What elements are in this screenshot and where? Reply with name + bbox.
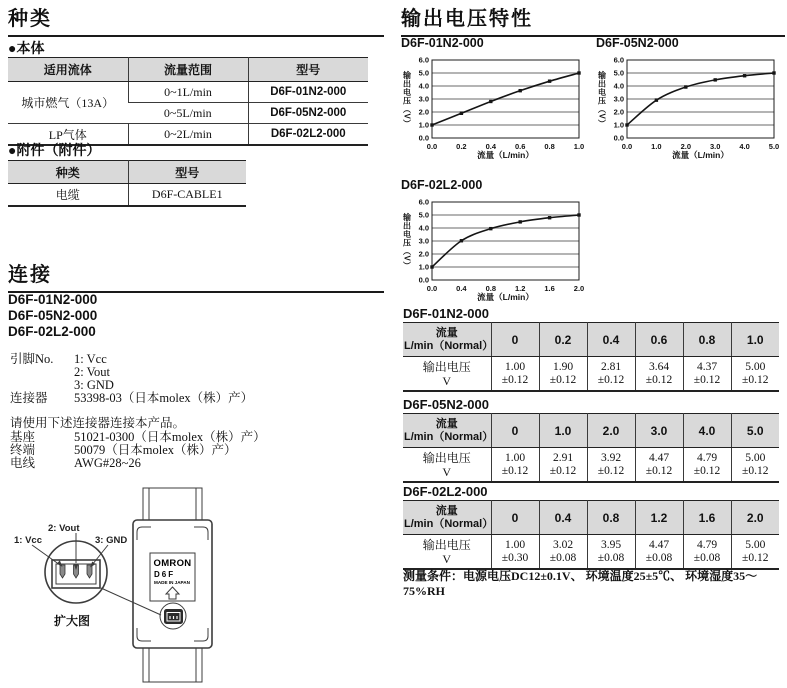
voltage-tolerance: ±0.12: [597, 373, 625, 386]
header-model: 型号: [248, 58, 368, 82]
chart-d6f-05n2: [596, 36, 787, 160]
y-axis-label: 输出电压（V）: [402, 212, 412, 270]
cell-range: 0~5L/min: [128, 103, 248, 124]
flow-value: 0.4: [539, 501, 587, 535]
enlarged-view-label: 扩大图: [54, 614, 91, 628]
chart-svg: [401, 196, 596, 302]
x-tick-label: 0.8: [485, 284, 497, 293]
header-model: 型号: [128, 161, 246, 184]
chart-d6f-02l2: [401, 178, 596, 302]
cell-range: 0~1L/min: [128, 82, 248, 103]
y-tick-label: 0.0: [418, 133, 429, 143]
voltage-value: 1.00: [504, 360, 526, 373]
voltage-label-top: 输出电压: [422, 450, 471, 465]
chart-title: D6F-02L2-000: [401, 178, 483, 192]
voltage-value: 5.00: [745, 538, 766, 551]
flow-header-row: [403, 501, 779, 535]
x-tick-label: 1.0: [651, 142, 662, 151]
x-tick-label: 3.0: [709, 142, 721, 151]
value-table-block-05n2: [403, 397, 783, 483]
data-point: [548, 216, 551, 219]
spec-label: 基座: [10, 430, 36, 444]
cell-fluid: 城市燃气（13A）: [8, 82, 128, 124]
voltage-tolerance: ±0.30: [501, 551, 529, 564]
table-title: D6F-02L2-000: [403, 484, 488, 499]
voltage-value: 4.79: [696, 538, 718, 551]
flow-header-row: [403, 323, 779, 357]
voltage-tolerance: ±0.12: [742, 464, 769, 477]
data-point: [519, 89, 522, 92]
voltage-tolerance: ±0.12: [742, 373, 769, 386]
voltage-cell: [491, 535, 539, 570]
spec-label: 引脚No.: [10, 352, 54, 366]
voltage-cell: [683, 357, 731, 392]
data-point: [430, 123, 433, 126]
spec-row: [10, 457, 380, 470]
connector-note: 请使用下述连接器连接本产品。: [10, 416, 186, 430]
spec-label: 终端: [10, 443, 36, 457]
cell-kind: 电缆: [8, 184, 128, 207]
cell-fluid: LP气体: [8, 124, 128, 146]
flow-value: 5.0: [731, 414, 779, 448]
corner-mark: [194, 527, 208, 540]
voltage-row: [403, 357, 779, 392]
flow-value: 1.0: [539, 414, 587, 448]
voltage-value: 4.79: [696, 451, 718, 464]
y-tick-label: 4.0: [418, 223, 429, 233]
socket-pin: [60, 565, 65, 578]
chart-title: D6F-05N2-000: [596, 36, 679, 50]
flow-label-bottom: L/min（Normal）: [404, 430, 494, 443]
voltage-tolerance: ±0.12: [693, 373, 721, 386]
voltage-cell: [587, 448, 635, 483]
flow-value: 0: [491, 323, 539, 357]
body-table-header-row: [8, 58, 368, 82]
spec-value: 50079（日本molex（株）产）: [74, 443, 237, 457]
section-title-connect: 连接: [8, 258, 384, 293]
connection-specs: [10, 353, 380, 470]
data-point: [625, 123, 628, 126]
voltage-row-label: [403, 357, 491, 392]
x-tick-label: 4.0: [739, 142, 750, 151]
x-tick-label: 0.8: [544, 142, 555, 151]
flow-value: 4.0: [683, 414, 731, 448]
table-title: D6F-05N2-000: [403, 397, 489, 412]
voltage-value: 1.90: [552, 360, 574, 373]
spec-label: 连接器: [10, 391, 48, 405]
cell-model: D6F-01N2-000: [248, 82, 368, 103]
value-table-block-01n2: [403, 306, 783, 392]
x-tick-label: 1.0: [573, 142, 585, 151]
y-axis-label: 输出电压（V）: [402, 70, 412, 128]
voltage-value: 4.47: [648, 538, 670, 551]
flow-direction-arrow-icon: [166, 587, 179, 599]
y-axis-label: 输出电压（V）: [597, 70, 607, 128]
x-tick-label: 1.2: [514, 284, 526, 293]
flow-label-top: 流量: [435, 504, 458, 517]
made-in-japan-label: MADE IN JAPAN: [154, 580, 190, 585]
spec-row: [10, 444, 380, 457]
voltage-cell: [731, 535, 779, 570]
y-tick-label: 4.0: [613, 81, 624, 91]
data-point: [655, 98, 658, 101]
x-axis-label: 流量（L/min）: [672, 150, 729, 160]
voltage-cell: [539, 357, 587, 392]
flow-header-label: [403, 323, 494, 357]
value-table: [403, 322, 779, 392]
flow-label-bottom: L/min（Normal）: [404, 339, 494, 352]
body-subheading: ●本体: [8, 40, 45, 56]
flow-label-bottom: L/min（Normal）: [404, 517, 494, 530]
model-name: D6F-02L2-000: [8, 324, 96, 339]
voltage-tolerance: ±0.12: [645, 373, 673, 386]
value-table: [403, 413, 779, 483]
spec-value: 2: Vout: [74, 365, 111, 379]
voltage-value: 3.95: [600, 538, 622, 551]
flow-value: 2.0: [731, 501, 779, 535]
chart-plot: [401, 54, 596, 160]
flow-value: 0: [491, 414, 539, 448]
accessory-table: [8, 160, 246, 207]
voltage-cell: [683, 448, 731, 483]
section-title-types: 种类: [8, 2, 384, 37]
x-axis-label: 流量（L/min）: [477, 150, 534, 160]
data-point: [684, 85, 687, 88]
voltage-value: 2.91: [552, 451, 574, 464]
voltage-tolerance: ±0.08: [693, 551, 721, 564]
flow-value: 0.2: [539, 323, 587, 357]
voltage-value: 4.47: [648, 451, 670, 464]
voltage-cell: [491, 357, 539, 392]
y-tick-label: 5.0: [418, 210, 429, 220]
data-point: [743, 74, 746, 77]
pin3-label: 3: GND: [95, 535, 128, 546]
y-tick-label: 3.0: [418, 236, 429, 246]
data-point: [489, 100, 492, 103]
voltage-tolerance: ±0.12: [501, 373, 529, 386]
y-tick-label: 5.0: [418, 68, 429, 78]
spec-value: AWG#28~26: [74, 456, 141, 470]
section-connect: [8, 258, 384, 293]
voltage-value: 1.00: [504, 451, 526, 464]
flow-value: 0.4: [587, 323, 635, 357]
voltage-cell: [539, 448, 587, 483]
accessory-subheading: ●附件（附件）: [8, 142, 101, 158]
voltage-row: [403, 448, 779, 483]
y-tick-label: 6.0: [418, 55, 429, 65]
spec-row: [10, 366, 380, 379]
voltage-label-bottom: V: [442, 373, 452, 388]
data-point: [714, 78, 717, 81]
voltage-tolerance: ±0.12: [693, 464, 721, 477]
data-point: [460, 239, 463, 242]
x-tick-label: 0.6: [514, 142, 526, 151]
voltage-row-label: [403, 448, 491, 483]
y-tick-label: 1.0: [613, 120, 624, 130]
voltage-value: 5.00: [745, 451, 766, 464]
flow-value: 1.6: [683, 501, 731, 535]
voltage-label-top: 输出电压: [422, 537, 471, 552]
value-table: [403, 500, 779, 570]
flow-label-top: 流量: [435, 326, 458, 339]
model-name: D6F-01N2-000: [8, 292, 98, 307]
voltage-cell: [731, 357, 779, 392]
flow-value: 0: [491, 501, 539, 535]
voltage-tolerance: ±0.12: [742, 551, 769, 564]
y-tick-label: 0.0: [418, 275, 429, 285]
data-point: [489, 227, 492, 230]
flow-header-label: [403, 501, 494, 535]
value-table-block-02l2: [403, 484, 783, 570]
x-tick-label: 5.0: [768, 142, 780, 151]
chart-plot: [401, 196, 596, 302]
data-point: [519, 220, 522, 223]
chart-svg: [401, 54, 596, 160]
voltage-row: [403, 535, 779, 570]
voltage-cell: [539, 535, 587, 570]
flow-value: 2.0: [587, 414, 635, 448]
chart-d6f-01n2: [401, 36, 596, 160]
voltage-value: 4.37: [696, 360, 718, 373]
omron-logo: OMRON: [153, 558, 192, 569]
spec-label: [10, 366, 74, 379]
y-tick-label: 3.0: [418, 94, 429, 104]
flow-header-row: [403, 414, 779, 448]
data-point: [548, 79, 551, 82]
voltage-value: 3.64: [648, 360, 670, 373]
voltage-tolerance: ±0.12: [597, 464, 625, 477]
voltage-tolerance: ±0.08: [597, 551, 625, 564]
corner-mark: [137, 628, 151, 641]
model-list: [8, 292, 97, 340]
chart-plot: [596, 54, 787, 160]
x-tick-label: 2.0: [573, 284, 585, 293]
header-range: 流量范围: [128, 58, 248, 82]
y-tick-label: 6.0: [418, 197, 429, 207]
table-title: D6F-01N2-000: [403, 306, 489, 321]
spec-value: 51021-0300（日本molex（株）产）: [74, 430, 266, 444]
x-tick-label: 0.0: [426, 142, 438, 151]
x-tick-label: 1.6: [544, 284, 555, 293]
body-table: [8, 57, 368, 146]
spec-label: 电线: [10, 456, 36, 470]
pin1-label: 1: Vcc: [14, 535, 42, 546]
voltage-tolerance: ±0.12: [645, 464, 673, 477]
y-tick-label: 6.0: [613, 55, 624, 65]
voltage-value: 5.00: [745, 360, 766, 373]
voltage-value: 2.81: [600, 360, 622, 373]
voltage-cell: [587, 535, 635, 570]
header-fluid: 适用流体: [8, 58, 128, 82]
voltage-tolerance: ±0.12: [549, 373, 577, 386]
voltage-cell: [491, 448, 539, 483]
data-point: [577, 71, 580, 74]
spec-row: [10, 392, 380, 405]
voltage-label-bottom: V: [442, 464, 452, 479]
plate-model-label: D6F: [154, 570, 176, 579]
y-tick-label: 4.0: [418, 81, 429, 91]
data-point: [577, 213, 580, 216]
table-row: [8, 82, 368, 103]
cell-model: D6F-05N2-000: [248, 103, 368, 124]
data-point: [460, 112, 463, 115]
x-tick-label: 0.4: [485, 142, 497, 151]
spec-value: 3: GND: [74, 378, 114, 392]
voltage-value: 1.00: [504, 538, 526, 551]
y-tick-label: 2.0: [418, 107, 429, 117]
voltage-value: 3.02: [552, 538, 574, 551]
y-tick-label: 5.0: [613, 68, 624, 78]
x-tick-label: 0.0: [426, 284, 438, 293]
cell-model: D6F-CABLE1: [128, 184, 246, 207]
corner-mark: [137, 527, 151, 540]
x-tick-label: 0.4: [456, 284, 467, 293]
flow-value: 0.6: [635, 323, 683, 357]
x-tick-label: 2.0: [680, 142, 692, 151]
corner-mark: [194, 628, 208, 641]
data-point: [430, 265, 433, 268]
pipe-bottom: [143, 648, 202, 682]
accessory-header-row: [8, 161, 246, 184]
header-kind: 种类: [8, 161, 128, 184]
table-row: [8, 184, 246, 207]
voltage-label-bottom: V: [442, 551, 452, 566]
spec-row: [10, 353, 380, 366]
voltage-cell: [635, 535, 683, 570]
sensor-connection-diagram: [8, 476, 358, 686]
voltage-tolerance: ±0.08: [549, 551, 577, 564]
cell-range: 0~2L/min: [128, 124, 248, 146]
model-name: D6F-05N2-000: [8, 308, 98, 323]
section-output: [401, 2, 785, 37]
y-tick-label: 2.0: [418, 249, 429, 259]
x-tick-label: 0.0: [621, 142, 633, 151]
socket-pin: [87, 565, 92, 578]
flow-value: 1.2: [635, 501, 683, 535]
y-tick-label: 2.0: [613, 107, 624, 117]
voltage-cell: [635, 357, 683, 392]
y-tick-label: 0.0: [613, 133, 624, 143]
cell-model: D6F-02L2-000: [248, 124, 368, 146]
voltage-cell: [587, 357, 635, 392]
voltage-tolerance: ±0.12: [501, 464, 529, 477]
y-tick-label: 3.0: [613, 94, 624, 104]
voltage-cell: [635, 448, 683, 483]
section-title-output: 输出电压特性: [401, 2, 785, 37]
voltage-label-top: 输出电压: [422, 359, 471, 374]
spec-value: 53398-03（日本molex（株）产）: [74, 391, 254, 405]
flow-header-label: [403, 414, 494, 448]
chart-title: D6F-01N2-000: [401, 36, 484, 50]
flow-value: 0.8: [683, 323, 731, 357]
data-point: [772, 71, 775, 74]
voltage-cell: [731, 448, 779, 483]
flow-value: 3.0: [635, 414, 683, 448]
chart-svg: [596, 54, 787, 160]
pin2-label: 2: Vout: [48, 523, 80, 534]
x-tick-label: 0.2: [456, 142, 467, 151]
flow-value: 1.0: [731, 323, 779, 357]
section-types: [8, 2, 384, 37]
x-axis-label: 流量（L/min）: [477, 292, 534, 302]
voltage-row-label: [403, 535, 491, 570]
measurement-conditions-note: 测量条件：电源电压DC12±0.1V、 环境温度25±5℃、 环境湿度35～75%RH: [403, 569, 758, 598]
voltage-tolerance: ±0.12: [549, 464, 577, 477]
y-tick-label: 1.0: [418, 262, 429, 272]
spec-value: 1: Vcc: [74, 352, 107, 366]
voltage-value: 3.92: [600, 451, 622, 464]
pipe-top: [143, 488, 202, 520]
y-tick-label: 1.0: [418, 120, 429, 130]
voltage-tolerance: ±0.08: [645, 551, 673, 564]
voltage-cell: [683, 535, 731, 570]
flow-value: 0.8: [587, 501, 635, 535]
flow-label-top: 流量: [435, 417, 458, 430]
